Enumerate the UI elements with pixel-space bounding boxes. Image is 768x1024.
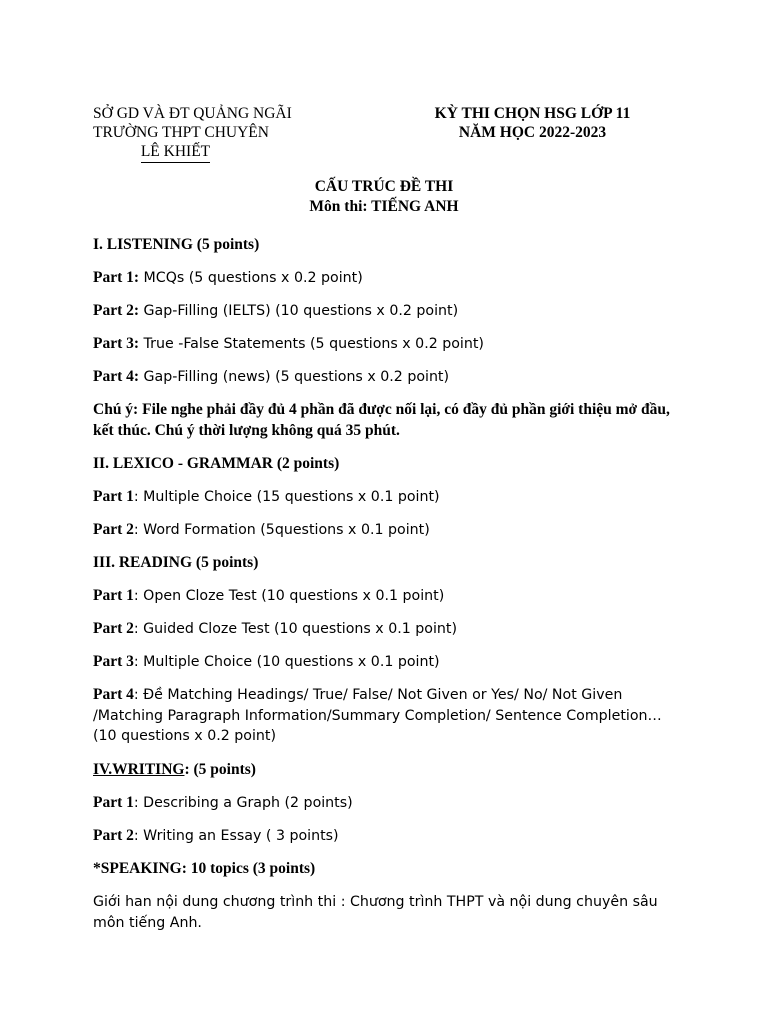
writing-heading [93,760,256,780]
part-label: Part 3: [93,335,140,352]
part-text: : Writing an Essay ( 3 points) [133,828,339,844]
part-text: : Multiple Choice (15 questions x 0.1 point) [133,489,440,505]
writing-heading-points: : (5 points) [184,761,256,778]
school-year: NĂM HỌC 2022-2023 [458,124,607,141]
part-label: Part 3 [93,653,134,670]
exam-block [425,104,655,142]
part-text: MCQs (5 questions x 0.2 point) [139,270,363,286]
reading-part-2 [93,619,457,639]
reading-part-3 [93,652,440,672]
document-title: CẤU TRÚC ĐỀ THI [314,178,454,195]
lexico-part-2 [93,520,430,540]
reading-part-1 [93,586,444,606]
school-name-line1: TRƯỜNG THPT CHUYÊN [93,124,269,141]
reading-part-4 [93,685,678,747]
listening-part-2 [93,301,458,321]
school-name-line2: LÊ KHIẾT [141,142,210,163]
part-label: Part 1: [93,269,140,286]
listening-part-1 [93,268,363,288]
part-text: : Open Cloze Test (10 questions x 0.1 point) [133,588,445,604]
part-label: Part 4 [93,686,134,703]
lexico-heading: II. LEXICO - GRAMMAR (2 points) [93,455,340,472]
part-text: True -False Statements (5 questions x 0.2 point) [139,336,484,352]
part-text: : Describing a Graph (2 points) [133,795,353,811]
part-label: Part 1 [93,488,134,505]
exam-name: KỲ THI CHỌN HSG LỚP 11 [434,105,631,122]
part-text: : Đề Matching Headings/ True/ False/ Not Given or Yes/ No/ Not Given /Matching Paragraph Information/Summary Completion/ Sentence Completion… (10 questions x 0.2 point) [93,687,662,744]
content-limit-note [93,892,678,933]
issuer-block [93,104,353,163]
part-label: Part 2 [93,521,134,538]
subject-title: Môn thi: TIẾNG ANH [309,198,459,215]
listening-part-3 [93,334,484,354]
content-limit-text: Giới han nội dung chương trình thi : Chương trình THPT và nội dung chuyên sâu môn tiếng Anh. [93,894,658,931]
lexico-part-1 [93,487,440,507]
part-text: Gap-Filling (IELTS) (10 questions x 0.2 point) [139,303,459,319]
listening-part-4 [93,367,449,387]
listening-note: Chú ý: File nghe phải đầy đủ 4 phần đã được nối lại, có đầy đủ phần giới thiệu mở đầu, kết thúc. Chú ý thời lượng không quá 35 phút. [93,401,670,439]
writing-part-2 [93,826,339,846]
part-text: : Word Formation (5questions x 0.1 point) [133,522,430,538]
part-label: Part 2: [93,302,140,319]
part-text: : Multiple Choice (10 questions x 0.1 point) [133,654,440,670]
reading-heading: III. READING (5 points) [93,554,259,571]
writing-heading-title: IV.WRITING [93,761,185,778]
part-label: Part 2 [93,620,134,637]
part-label: Part 2 [93,827,134,844]
listening-heading: I. LISTENING (5 points) [93,236,260,253]
department-name: SỞ GD VÀ ĐT QUẢNG NGÃI [93,105,292,122]
speaking-heading: *SPEAKING: 10 topics (3 points) [93,860,316,877]
part-label: Part 1 [93,587,134,604]
part-text: : Guided Cloze Test (10 questions x 0.1 point) [133,621,458,637]
writing-part-1 [93,793,353,813]
part-text: Gap-Filling (news) (5 questions x 0.2 point) [139,369,450,385]
part-label: Part 4: [93,368,140,385]
part-label: Part 1 [93,794,134,811]
